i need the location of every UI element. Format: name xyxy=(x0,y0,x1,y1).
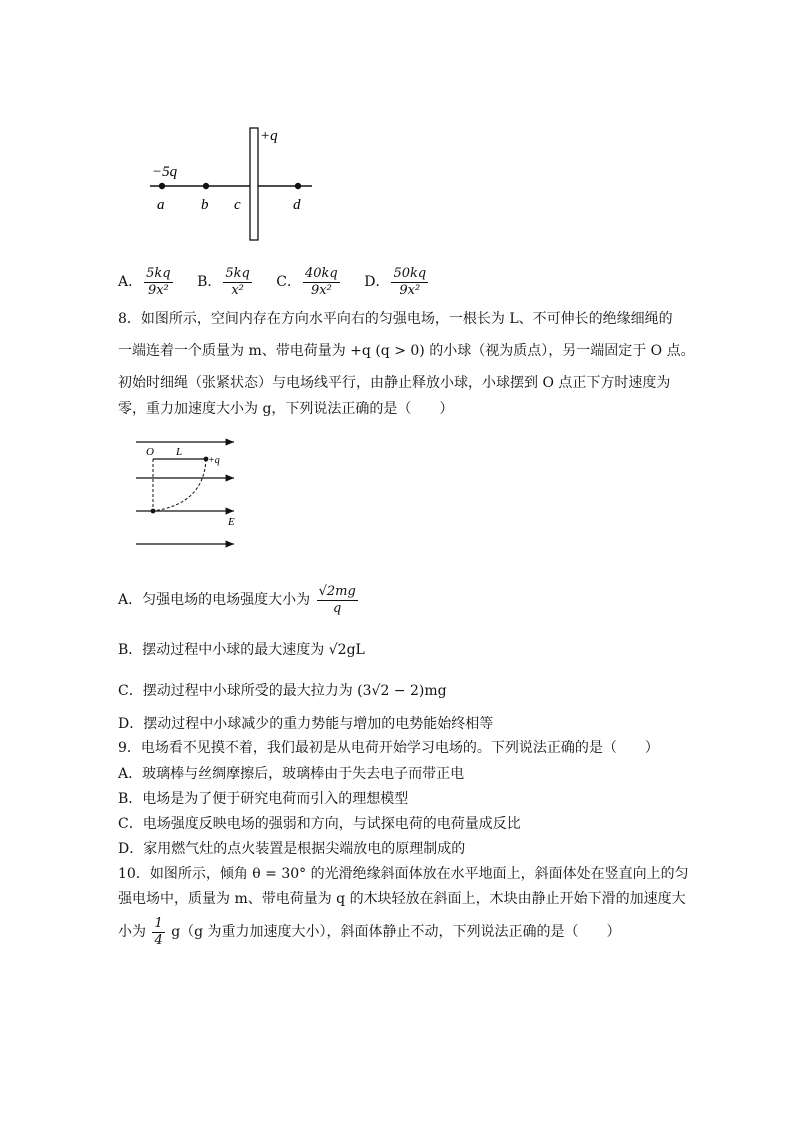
label-E: E xyxy=(228,516,235,528)
q8-line-4: 零，重力加速度大小为 g，下列说法正确的是（ ） xyxy=(118,401,454,417)
q7-options xyxy=(118,264,448,300)
q8-line-3: 初始时细绳（张紧状态）与电场线平行，由静止释放小球，小球摆到 O 点正下方时速度为 xyxy=(118,375,671,391)
q9-option-c[interactable]: C．电场强度反映电场的强弱和方向，与试探电荷的电荷量成反比 xyxy=(118,816,521,832)
q8-option-d[interactable]: D．摆动过程中小球减少的重力势能与增加的电势能始终相等 xyxy=(118,716,494,732)
q9-option-a[interactable]: A．玻璃棒与丝绸摩擦后，玻璃棒由于失去电子而带正电 xyxy=(118,766,465,782)
point-d xyxy=(295,183,301,189)
q7-option-b[interactable]: B． $\frac{5kq}{\text{x²}}$ xyxy=(197,265,250,298)
label-b: b xyxy=(201,197,209,213)
label-O: O xyxy=(146,446,154,458)
point-a xyxy=(159,183,165,189)
q9-stem: 9．电场看不见摸不着，我们最初是从电荷开始学习电场的。下列说法正确的是（ ） xyxy=(118,740,659,756)
label-a: a xyxy=(157,197,165,213)
label-L: L xyxy=(176,446,183,458)
q8-line-1: 8．如图所示，空间内存在方向水平向右的匀强电场，一根长为 L、不可伸长的绝缘细绳的 xyxy=(118,311,673,327)
charge-line-figure xyxy=(140,120,330,250)
q8-line-2: 一端连着一个质量为 m、带电荷量为 +q (q > 0) 的小球（视为质点），另一端固定于 O 点。 xyxy=(118,343,695,359)
pendulum-figure xyxy=(128,432,248,554)
label-d: d xyxy=(293,197,301,213)
q8-option-b[interactable]: B．摆动过程中小球的最大速度为 √2gL xyxy=(118,642,365,658)
q9-option-d[interactable]: D．家用燃气灶的点火装置是根据尖端放电的原理制成的 xyxy=(118,841,466,857)
q8-option-c[interactable]: C．摆动过程中小球所受的最大拉力为 (3√2 − 2)mg xyxy=(118,683,447,699)
q7-option-d[interactable]: D． $\frac{50kq}{\text{9x²}}$ xyxy=(364,265,427,298)
q8-option-a[interactable]: A．匀强电场的电场强度大小为 $\frac{√2mg}{q}$ xyxy=(118,583,356,616)
q10-line-3: 小为 $\frac{1}{4}$ g（g 为重力加速度大小），斜面体静止不动，下列说法正确的是（ ） xyxy=(118,915,621,948)
charge-plate-label: +q xyxy=(260,128,278,144)
q10-line-1: 10．如图所示，倾角 θ = 30° 的光滑绝缘斜面体放在水平地面上，斜面体处在竖直向上的匀 xyxy=(118,866,689,882)
swing-arc-dashed xyxy=(153,459,206,511)
label-q: +q xyxy=(208,455,220,466)
q9-option-b[interactable]: B．电场是为了便于研究电荷而引入的理想模型 xyxy=(118,791,409,807)
point-b xyxy=(203,183,209,189)
charged-plate xyxy=(250,128,258,240)
charge-left-label: −5q xyxy=(152,164,178,180)
label-c: c xyxy=(234,197,241,213)
ball-bottom xyxy=(151,509,156,514)
q7-option-c[interactable]: C． $\frac{40kq}{\text{9x²}}$ xyxy=(276,265,338,298)
q7-option-a[interactable]: A． $\frac{5kq}{\text{9x²}}$ xyxy=(118,265,171,298)
q10-line-2: 强电场中，质量为 m、带电荷量为 q 的木块轻放在斜面上，木块由静止开始下滑的加速度大 xyxy=(118,891,686,907)
